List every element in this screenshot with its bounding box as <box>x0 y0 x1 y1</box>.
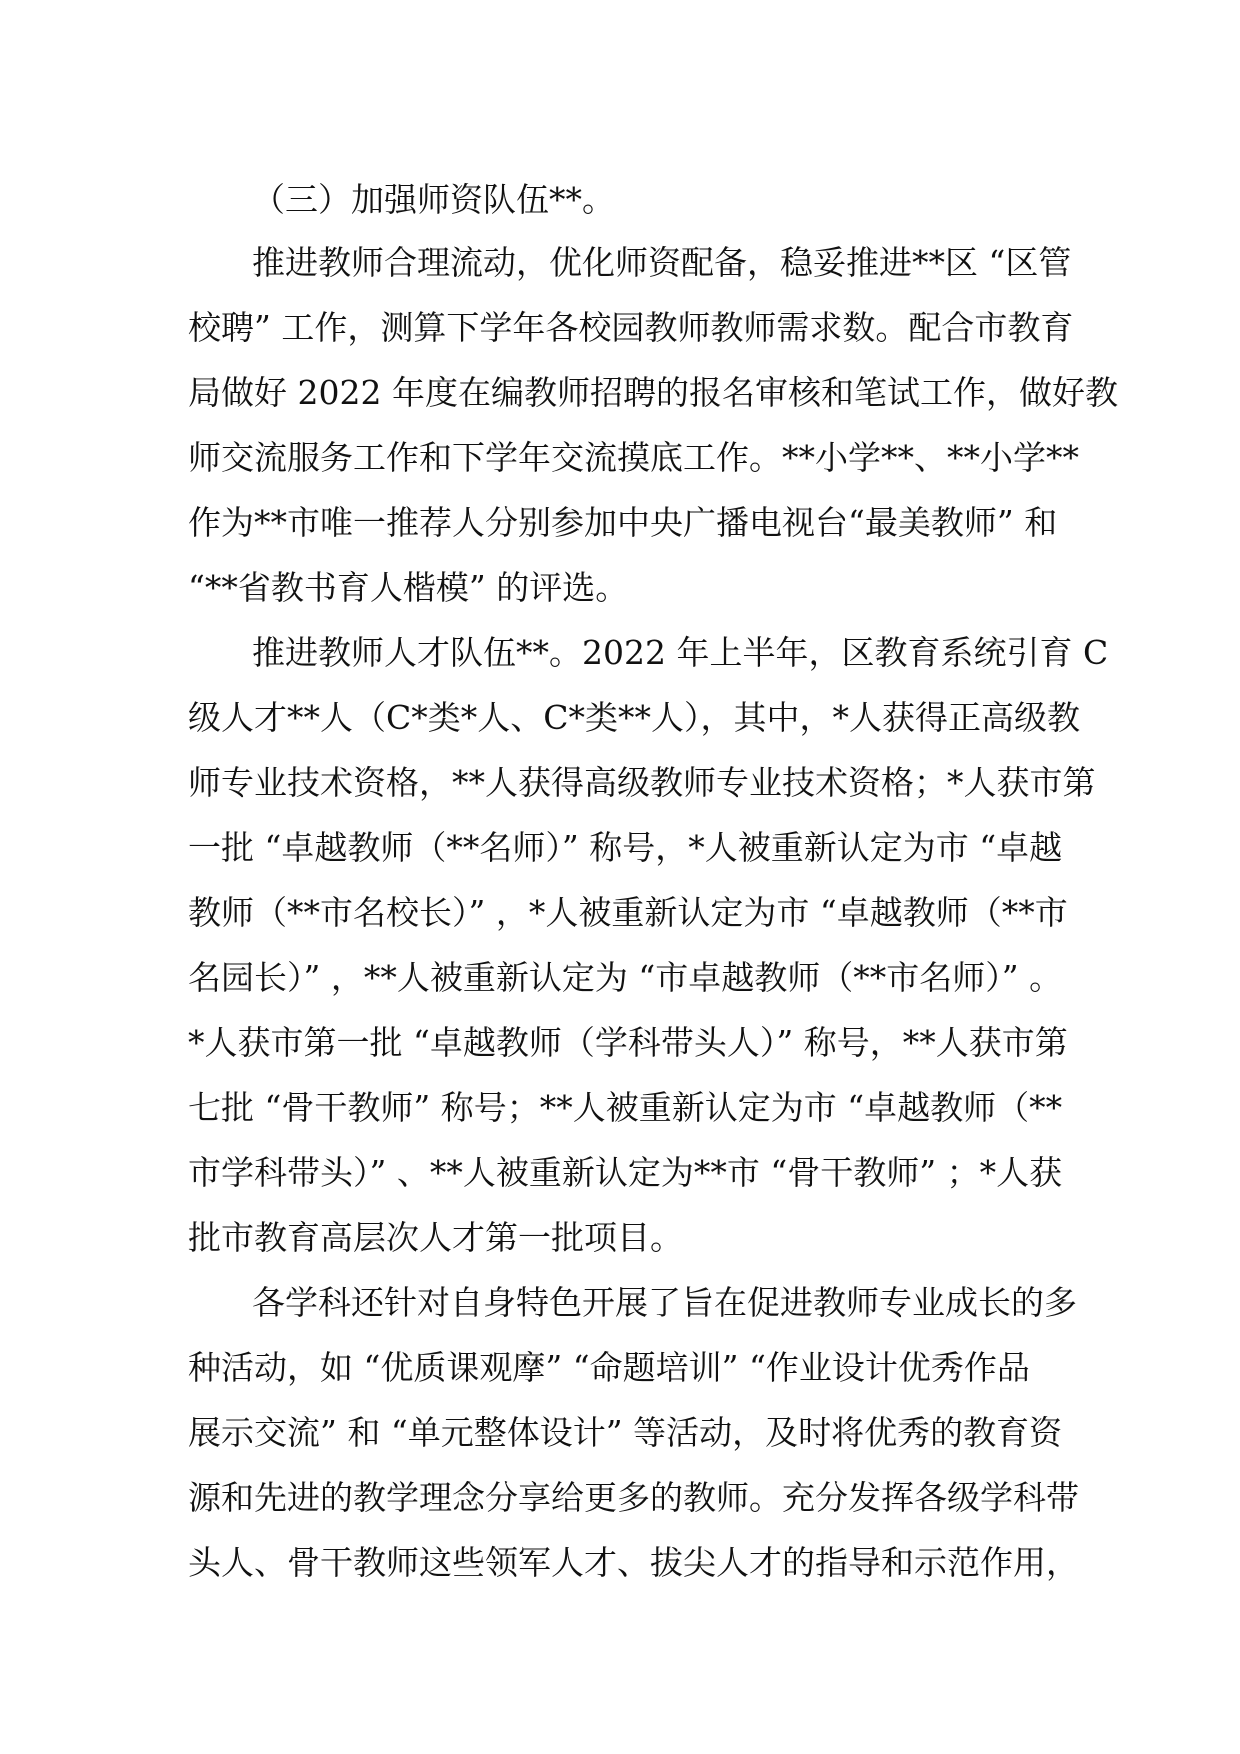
text-line-12: 名园长）” ，**人被重新认定为 “市卓越教师（**市名师）” 。 <box>188 958 1063 997</box>
text-line-2: 校聘” 工作，测算下学年各校园教师教师需求数。配合市教育 <box>188 308 1074 347</box>
text-line-16: 批市教育高层次人才第一批项目。 <box>188 1218 683 1257</box>
text-line-15: 市学科带头）” 、**人被重新认定为**市 “骨干教师” ；*人获 <box>188 1153 1063 1192</box>
text-line-21: 头人、骨干教师这些领军人才、拔尖人才的指导和示范作用， <box>188 1543 1079 1582</box>
text-line-20: 源和先进的教学理念分享给更多的教师。充分发挥各级学科带 <box>188 1478 1079 1517</box>
text-line-8: 级人才**人（C*类*人、C*类**人），其中，*人获得正高级教 <box>188 698 1080 737</box>
text-line-17: 各学科还针对自身特色开展了旨在促进教师专业成长的多 <box>252 1283 1077 1322</box>
text-line-13: *人获市第一批 “卓越教师（学科带头人）” 称号，**人获市第 <box>188 1023 1068 1062</box>
section-heading: （三）加强师资队伍**。 <box>252 180 615 219</box>
text-line-11: 教师（**市名校长）” ，*人被重新认定为市 “卓越教师（**市 <box>188 893 1068 932</box>
text-line-7: 推进教师人才队伍**。2022 年上半年，区教育系统引育 C <box>252 633 1109 672</box>
text-line-1: 推进教师合理流动，优化师资配备，稳妥推进**区 “区管 <box>252 243 1072 282</box>
text-line-10: 一批 “卓越教师（**名师）” 称号，*人被重新认定为市 “卓越 <box>188 828 1063 867</box>
text-line-5: 作为**市唯一推荐人分别参加中央广播电视台“最美教师” 和 <box>188 503 1058 542</box>
text-line-19: 展示交流” 和 “单元整体设计” 等活动，及时将优秀的教育资 <box>188 1413 1063 1452</box>
text-line-14: 七批 “骨干教师” 称号；**人被重新认定为市 “卓越教师（** <box>188 1088 1063 1127</box>
text-line-3: 局做好 2022 年度在编教师招聘的报名审核和笔试工作，做好教 <box>188 373 1118 412</box>
text-line-6: “**省教书育人楷模” 的评选。 <box>188 568 629 607</box>
text-line-9: 师专业技术资格，**人获得高级教师专业技术资格；*人获市第 <box>188 763 1096 802</box>
text-line-4: 师交流服务工作和下学年交流摸底工作。**小学**、**小学** <box>188 438 1079 477</box>
text-line-18: 种活动，如 “优质课观摩” “命题培训” “作业设计优秀作品 <box>188 1348 1030 1387</box>
